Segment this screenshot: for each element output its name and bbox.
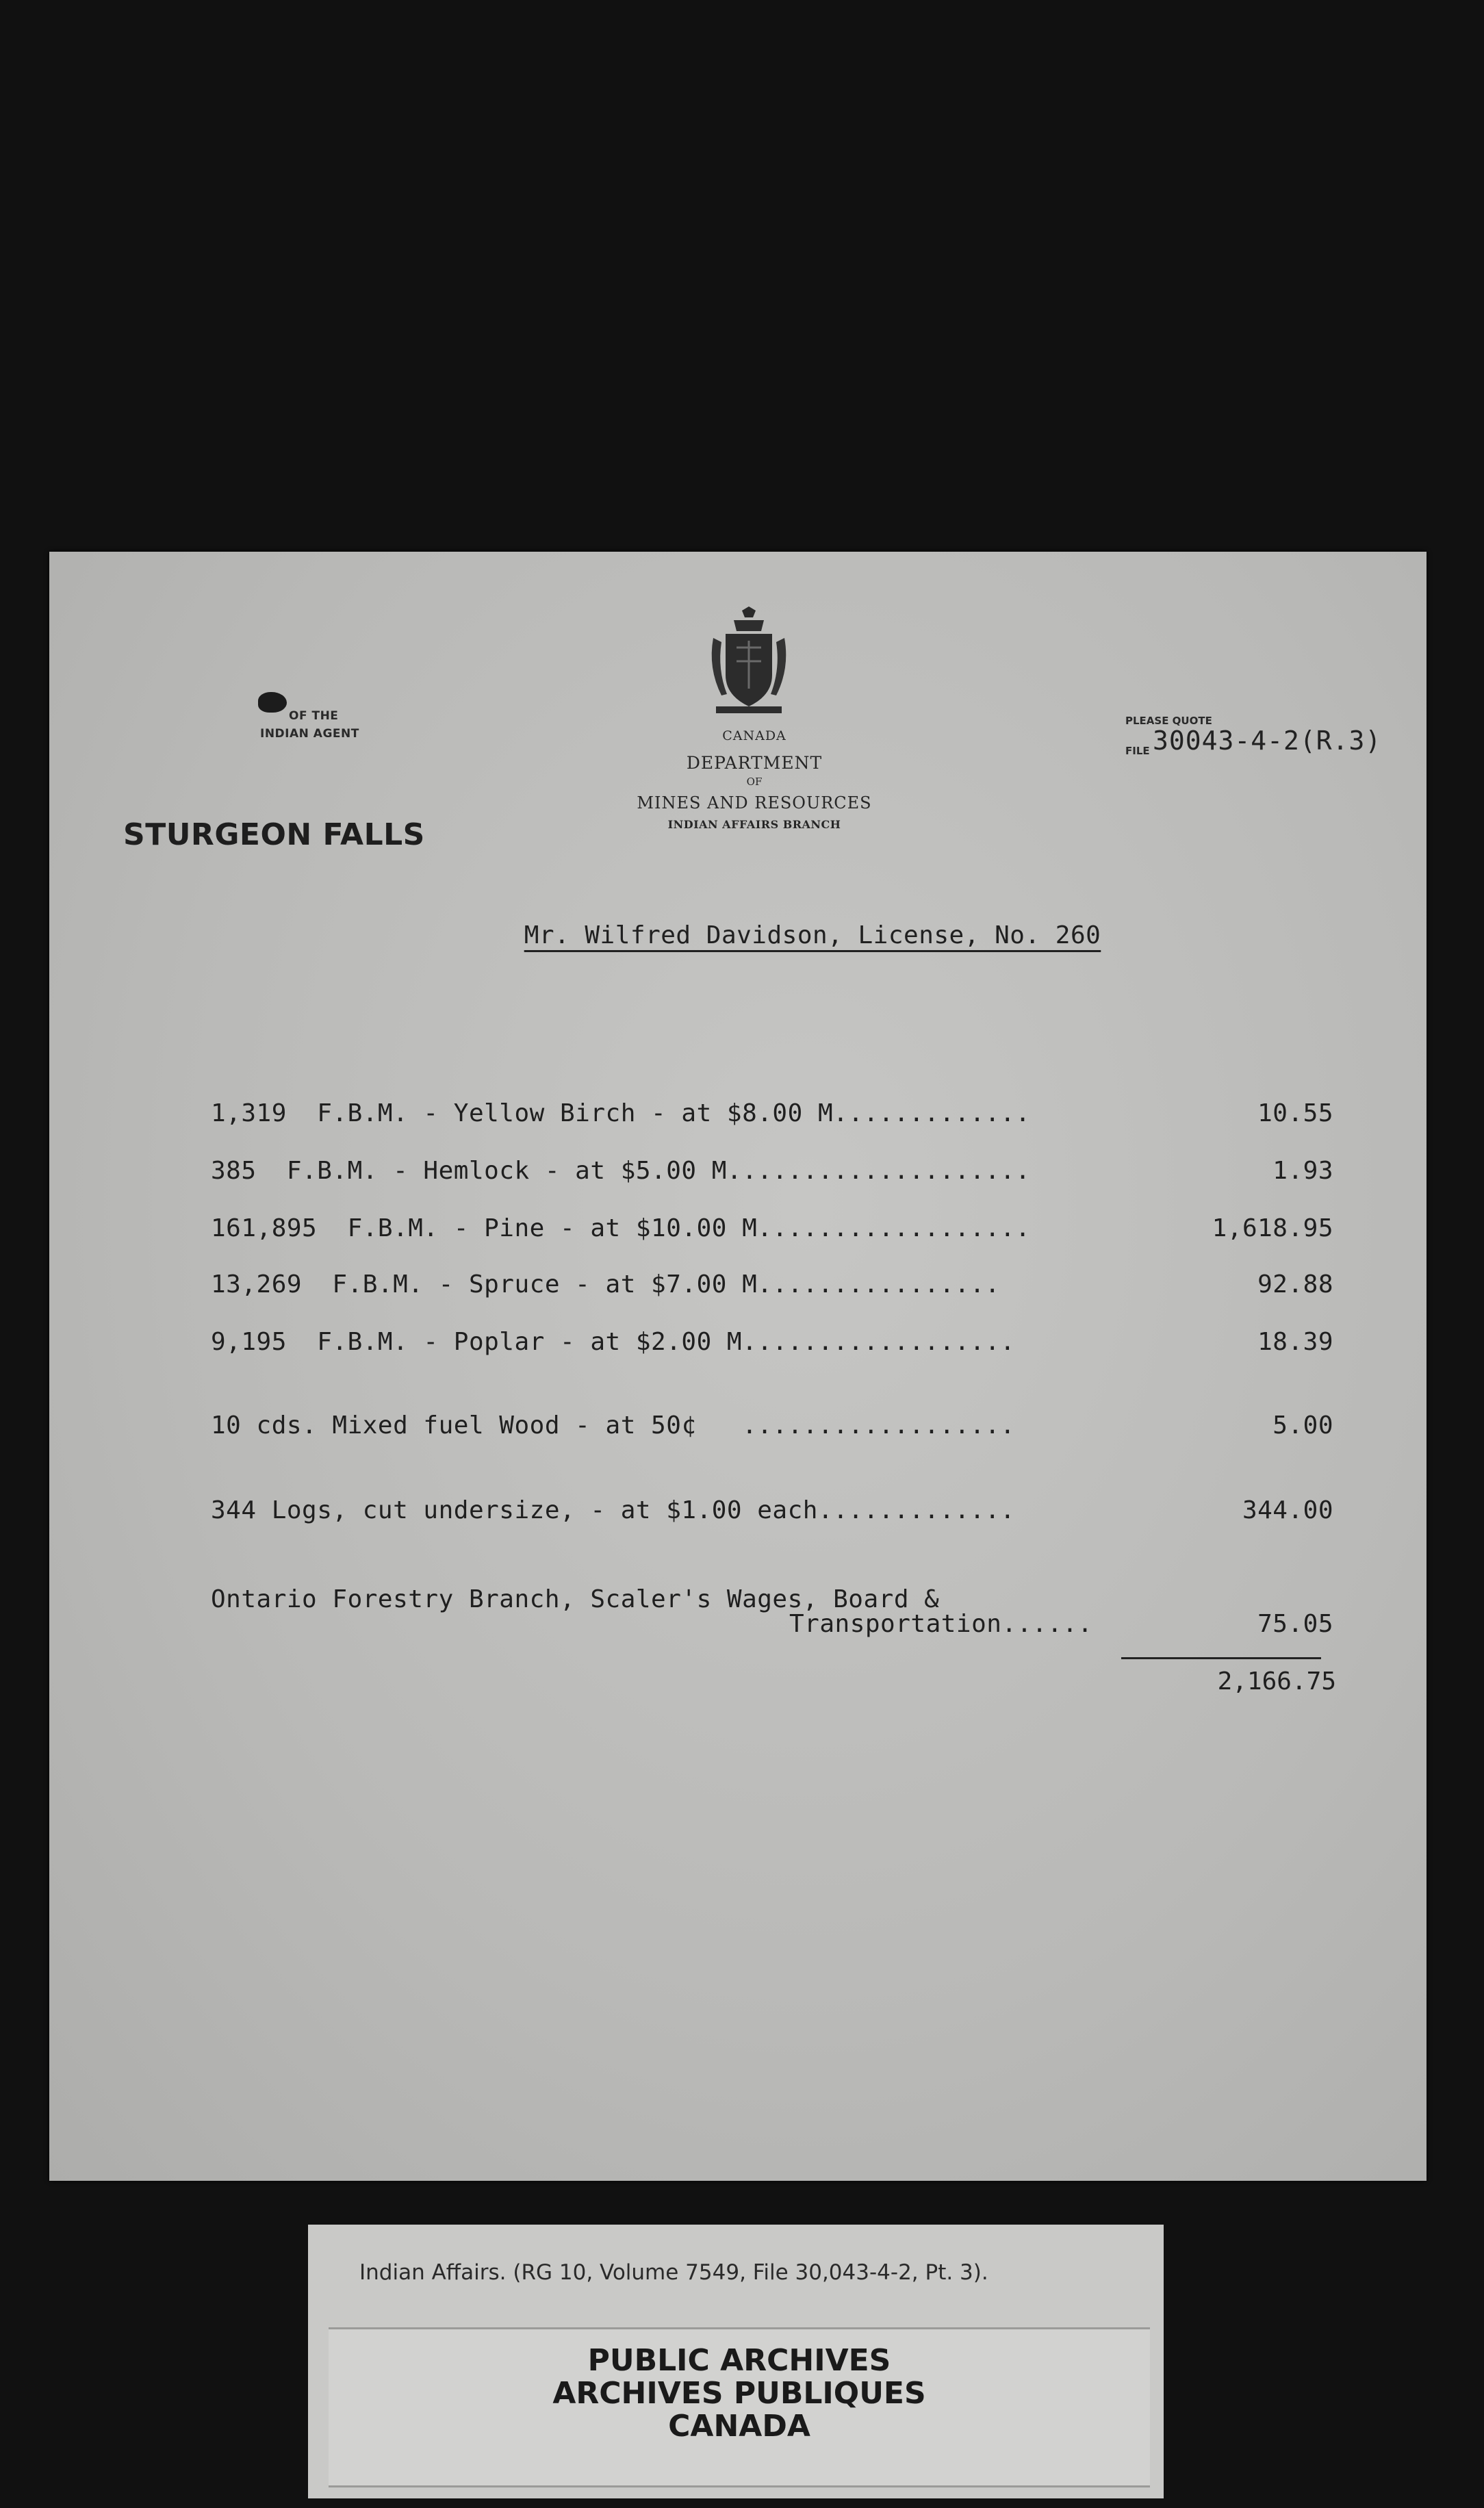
entry-row [211,1270,1333,1305]
entry-row [211,1157,1333,1191]
country-name: CANADA [722,728,786,743]
entry-description: 10 cds. Mixed fuel Wood - at 50¢ .................. [211,1411,1016,1439]
entry-amount: 10.55 [1257,1099,1333,1127]
entry-amount: 75.05 [1257,1610,1333,1638]
agent-line: INDIAN AGENT [260,727,359,741]
entry-row [211,1099,1333,1134]
archive-reference: Indian Affairs. (RG 10, Volume 7549, File 30,043-4-2, Pt. 3). [359,2260,988,2285]
entry-row [211,1328,1333,1362]
entry-description: Ontario Forestry Branch, Scaler's Wages, Board & [211,1585,940,1613]
entry-description: 9,195 F.B.M. - Poplar - at $2.00 M.................. [211,1328,1016,1356]
department-label: DEPARTMENT [686,753,823,773]
file-number: 30043-4-2(R.3) [1153,726,1382,756]
location-name: STURGEON FALLS [123,817,425,852]
branch-name: INDIAN AFFAIRS BRANCH [667,818,841,831]
stamp-line-3: CANADA [668,2409,810,2444]
entry-amount: 92.88 [1257,1270,1333,1298]
coat-of-arms-icon [706,606,791,716]
archive-label [308,2225,1164,2498]
entry-amount: 18.39 [1257,1328,1333,1356]
total-amount: 2,166.75 [1217,1667,1336,1696]
entry-description: 344 Logs, cut undersize, - at $1.00 each............. [211,1496,1016,1524]
entry-description: 161,895 F.B.M. - Pine - at $10.00 M.................. [211,1214,1031,1242]
entry-row [211,1411,1333,1446]
department-header [528,728,980,831]
entry-description: 13,269 F.B.M. - Spruce - at $7.00 M................ [211,1270,1001,1298]
total-rule [1121,1657,1321,1659]
entry-amount: 5.00 [1272,1411,1333,1439]
stamp-line-1: PUBLIC ARCHIVES [587,2343,891,2378]
stamp-line-2: ARCHIVES PUBLIQUES [552,2376,926,2411]
entry-row [211,1585,1333,1654]
entry-row [211,1496,1333,1531]
entry-amount: 1,618.95 [1212,1214,1333,1242]
department-of: OF [746,776,763,788]
office-line: OF THE [289,709,339,723]
entry-amount: 344.00 [1242,1496,1333,1524]
entry-amount: 1.93 [1272,1157,1333,1185]
archive-stamp [329,2327,1150,2487]
ink-blot [258,692,287,713]
document-page [49,552,1427,2181]
document-heading [453,921,1172,949]
file-label: FILE [1125,745,1150,757]
entry-description-continued: Transportation...... [789,1610,1093,1638]
entry-description: 1,319 F.B.M. - Yellow Birch - at $8.00 M............. [211,1099,1031,1127]
entry-row [211,1214,1333,1249]
please-quote-label: PLEASE QUOTE [1125,715,1212,727]
heading-text: Mr. Wilfred Davidson, License, No. 260 [524,921,1101,949]
department-name: MINES AND RESOURCES [637,793,872,812]
entry-description: 385 F.B.M. - Hemlock - at $5.00 M.................... [211,1157,1031,1185]
